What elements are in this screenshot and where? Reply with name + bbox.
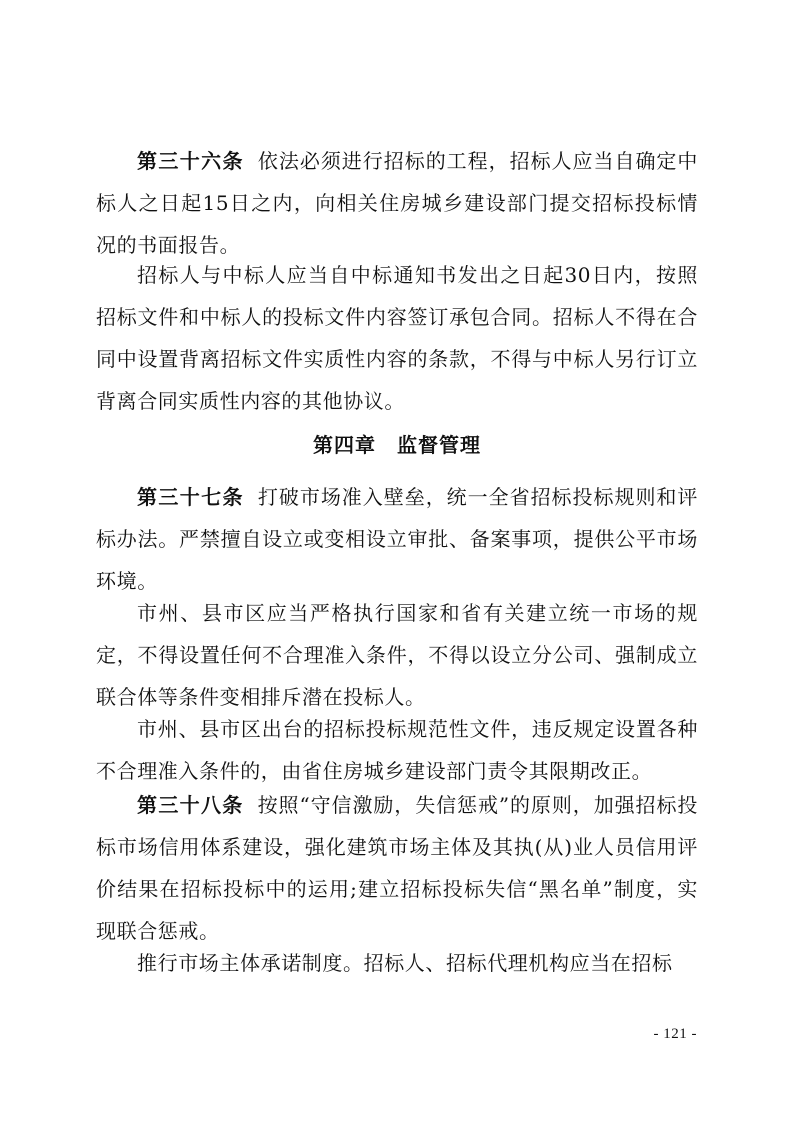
article-38-paragraph — [96, 784, 698, 952]
article-37-heading: 第三十七条 — [137, 485, 244, 509]
article-37-paragraph — [96, 476, 698, 602]
article-36-paragraph-2: 招标人与中标人应当自中标通知书发出之日起30日内，按照招标文件和中标人的投标文件内容签订承包合同。招标人不得在合同中设置背离招标文件实质性内容的条款，不得与中标人另行订立背离合同实质性内容的其他协议。 — [96, 263, 698, 413]
article-36-text: 依法必须进行招标的工程，招标人应当自确定中标人之日起15日之内，向相关住房城乡建设部门提交招标投标情况的书面报告。 — [96, 149, 699, 257]
page-number: - 121 - — [653, 1026, 697, 1042]
article-38-heading: 第三十八条 — [137, 793, 244, 817]
article-38-paragraph-2: 推行市场主体承诺制度。招标人、招标代理机构应当在招标 — [137, 951, 673, 975]
article-36-heading: 第三十六条 — [137, 149, 244, 173]
article-36-paragraph — [96, 140, 698, 266]
chapter-heading: 第四章 监督管理 — [313, 433, 481, 457]
article-37-paragraph-3: 市州、县市区出台的招标投标规范性文件，违反规定设置各种不合理准入条件的，由省住房城乡建设部门责令其限期改正。 — [96, 717, 698, 783]
article-37-text: 打破市场准入壁垒，统一全省招标投标规则和评标办法。严禁擅自设立或变相设立审批、备案事项，提供公平市场环境。 — [96, 485, 699, 593]
article-37-paragraph-2: 市州、县市区应当严格执行国家和省有关建立统一市场的规定，不得设置任何不合理准入条件，不得以设立分公司、强制成立联合体等条件变相排斥潜在投标人。 — [96, 601, 698, 709]
article-38-text: 按照“守信激励，失信惩戒”的原则，加强招标投标市场信用体系建设，强化建筑市场主体及其执(从)业人员信用评价结果在招标投标中的运用;建立招标投标失信“黑名单”制度，实现联合惩戒。 — [96, 793, 698, 943]
